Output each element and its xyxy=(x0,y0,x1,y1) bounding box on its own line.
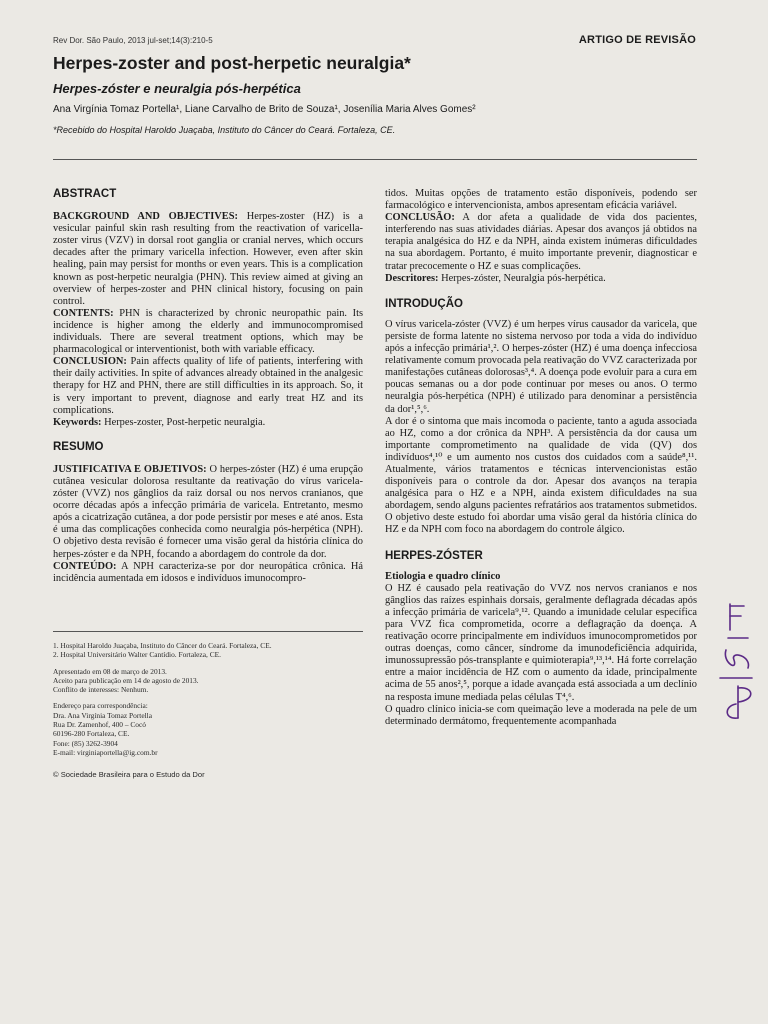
footnotes xyxy=(53,641,363,757)
affiliation-1: 1. Hospital Haroldo Juaçaba, Instituto do Câncer do Ceará. Fortaleza, CE. xyxy=(53,641,272,650)
handwriting-scribble-icon xyxy=(708,600,768,730)
resumo-conteudo-continued: tidos. Muitas opções de tratamento estão disponíveis, podendo ser farmacológico e intervencionista, ambos apresentam eficácia variável. xyxy=(385,188,697,212)
copyright-notice: © Sociedade Brasileira para o Estudo da Dor xyxy=(53,770,205,779)
submission-date: Apresentado em 08 de março de 2013. xyxy=(53,666,167,676)
resumo-conclusao-label: CONCLUSÃO: xyxy=(385,212,455,224)
section-label: ARTIGO DE REVISÃO xyxy=(578,34,696,46)
abstract-background-label: BACKGROUND AND OBJECTIVES: xyxy=(53,211,238,223)
correspondence-email: E-mail: virginiaportella@ig.com.br xyxy=(53,747,158,757)
journal-citation: Rev Dor. São Paulo, 2013 jul-set;14(3):210-5 xyxy=(53,36,213,45)
correspondence-city: 60196-280 Fortaleza, CE. xyxy=(53,729,130,739)
abstract-contents-text: PHN is characterized by chronic neuropathic pain. Its incidence is higher among the elderly and immunocompromised individuals. There are several treatment options, which may be pharmacological or interventionist, both with variable efficacy. xyxy=(53,307,363,356)
abstract-contents xyxy=(53,308,363,356)
acceptance-date: Aceito para publicação em 14 de agosto de 2013. xyxy=(53,675,199,685)
etiology-paragraph-1: O HZ é causado pela reativação do VVZ nos nervos cranianos e nos gânglios das raízes espinhais dorsais, geralmente deflagrada décadas após a infecção primária de varicela⁹,¹². Quando a imunidade celular específica para VVZ fica comprometida, ocorre a deflagração da doença. A reativação ocorre principalmente em indivíduos imunocomprometidos por outras doenças, como câncer, síndrome da imunodeficiência adquirida, imunossupressão pós-transplante e quimioterapia⁹,¹³,¹⁴. Há forte correlação entre a maior incidência de HZ com o aumento da idade, principalmente acima de 55 anos²,⁵, porque a idade avançada está associada a um declínio na resposta imune mediada pelas células T⁴,⁶. xyxy=(385,582,697,703)
footnote-divider xyxy=(53,631,363,632)
abstract-background xyxy=(53,211,363,308)
correspondence-phone: Fone: (85) 3262-3904 xyxy=(53,738,118,748)
resumo-justificativa-label: JUSTIFICATIVA E OBJETIVOS: xyxy=(53,463,207,475)
abstract-keywords xyxy=(53,417,363,429)
article-title: Herpes-zoster and post-herpetic neuralgia* xyxy=(53,53,411,73)
etiology-subheading: Etiologia e quadro clínico xyxy=(385,570,501,582)
resumo-descritores-text: Herpes-zóster, Neuralgia pós-herpética. xyxy=(438,272,606,284)
intro-paragraph-3: O objetivo deste estudo foi abordar uma visão geral da história clínica do HZ e da NPH com foco na abordagem do controle álgico. xyxy=(385,512,697,536)
resumo-conteudo-text: A NPH caracteriza-se por dor neuropática crônica. Há incidência aumentada em idosos e indivíduos imunocompro- xyxy=(53,560,363,584)
resumo-conclusao xyxy=(385,212,697,272)
resumo-conteudo xyxy=(53,561,363,585)
resumo-conclusao-text: A dor afeta a qualidade de vida dos pacientes, interferendo nas suas atividades diárias. Apesar dos avanços já obtidos na terapia analgésica do HZ e da NPH, ainda existem inúmeras dificuldades na sua abordagem. Portanto, é muito importante prevenir, diagnosticar e tratar precocemente o HZ e suas complicações. xyxy=(385,212,697,272)
author-list: Ana Virgínia Tomaz Portella¹, Liane Carvalho de Brito de Souza¹, Josenília Maria Alves Gomes² xyxy=(53,104,476,115)
abstract-keywords-text: Herpes-zoster, Post-herpetic neuralgia. xyxy=(101,416,266,428)
article-subtitle: Herpes-zóster e neuralgia pós-herpética xyxy=(53,81,301,96)
header-divider xyxy=(53,159,697,160)
abstract-background-text: Herpes-zoster (HZ) is a vesicular painful skin rash resulting from the reactivation of varicella-zoster virus (VZV) in dorsal root ganglia or cranial nerves, which occurs decades after the primary varicella infection. However, even after skin healing, pain may persist for months or even years. This is a complication known as post-herpetic neuralgia (PHN). This review aimed at giving an overview of herpes-zoster and PHN clinical history, focusing on pain control. xyxy=(53,211,363,307)
etiology-paragraph-2: O quadro clínico inicia-se com queimação leve a moderada na pele de um determinado dermátomo, frequentemente acompanhada xyxy=(385,703,697,727)
intro-heading: INTRODUÇÃO xyxy=(385,297,463,310)
abstract-conclusion xyxy=(53,356,363,416)
affiliation-2: 2. Hospital Universitário Walter Cantídio. Fortaleza, CE. xyxy=(53,650,221,660)
herpes-zoster-heading: HERPES-ZÓSTER xyxy=(385,549,483,562)
intro-paragraph-1: O vírus varicela-zóster (VVZ) é um herpes vírus causador da varicela, que persiste de forma latente no sistema nervoso por toda a vida do indivíduo após a infecção primária¹,². O herpes-zóster (HZ) é uma doença infecciosa relativamente comum provocada pela reativação do VVZ caracterizada por manifestações cutâneas dolorosas³,⁴. A doença pode evoluir para a cura em poucas semanas ou a dor pode continuar por meses ou anos. O termo neuralgia pós-herpética (NPH) é utilizado para denominar a persistência da dor¹,⁵,⁶. xyxy=(385,318,697,415)
correspondence-label: Endereço para correspondência: xyxy=(53,701,148,711)
correspondence-name: Dra. Ana Virgínia Tomaz Portella xyxy=(53,710,152,720)
abstract-conclusion-text: Pain affects quality of life of patients, interfering with their daily activities. In spite of advances already obtained in the analgesic therapy for HZ and PHN, there are still difficulties in its approach. So, it is very important to prevent, diagnose and early treat HZ and its complications. xyxy=(53,356,363,416)
resumo-conteudo-label: CONTEÚDO: xyxy=(53,560,117,572)
left-column xyxy=(53,188,363,585)
abstract-conclusion-label: CONCLUSION: xyxy=(53,356,127,368)
intro-paragraph-2: A dor é o sintoma que mais incomoda o paciente, tanto a aguda associada ao HZ, como a dor crônica da NPH³. A persistência da dor causa um importante comprometimento na qualidade de vida (QV) dos indivíduos⁴,¹⁰ e um aumento nos custos dos cuidados com a saúde⁸,¹¹. Atualmente, vários tratamentos e técnicas intervencionistas estão disponíveis para o controle da dor. Apesar dos avanços na terapia analgésica para o HZ e a NPH, ainda existem dificuldades na sua abordagem, sendo alguns pacientes refratários aos tratamentos submetidos. xyxy=(385,415,697,512)
resumo-justificativa-text: O herpes-zóster (HZ) é uma erupção cutânea vesicular dolorosa resultante da reativação do vírus varicela-zóster (VVZ) nos gânglios da raiz dorsal ou nos nervos cranianos, que ocorre décadas após a infecção primária de varicela. Entretanto, mesmo após a cicatrização cutânea, a dor pode persistir por meses e até anos. Esta é uma das complicações conhecida como neuralgia pós-herpética (NPH). O objetivo desta revisão é fornecer uma visão geral da história clínica do herpes-zóster e da NPH, focando a abordagem do controle da dor. xyxy=(53,463,363,560)
resumo-descritores-label: Descritores: xyxy=(385,272,439,284)
resumo-descritores xyxy=(385,273,697,285)
right-column xyxy=(385,188,697,728)
abstract-heading: ABSTRACT xyxy=(53,188,117,200)
resumo-heading: RESUMO xyxy=(53,440,104,453)
handwritten-margin-note xyxy=(708,600,768,730)
correspondence-street: Rua Dr. Zamenhof, 400 – Cocó xyxy=(53,720,146,730)
conflict-of-interest: Conflito de interesses: Nenhum. xyxy=(53,685,149,695)
abstract-keywords-label: Keywords: xyxy=(53,416,102,428)
resumo-justificativa xyxy=(53,464,363,561)
received-note: *Recebido do Hospital Haroldo Juaçaba, Instituto do Câncer do Ceará. Fortaleza, CE. xyxy=(53,125,396,135)
abstract-contents-label: CONTENTS: xyxy=(53,307,114,319)
